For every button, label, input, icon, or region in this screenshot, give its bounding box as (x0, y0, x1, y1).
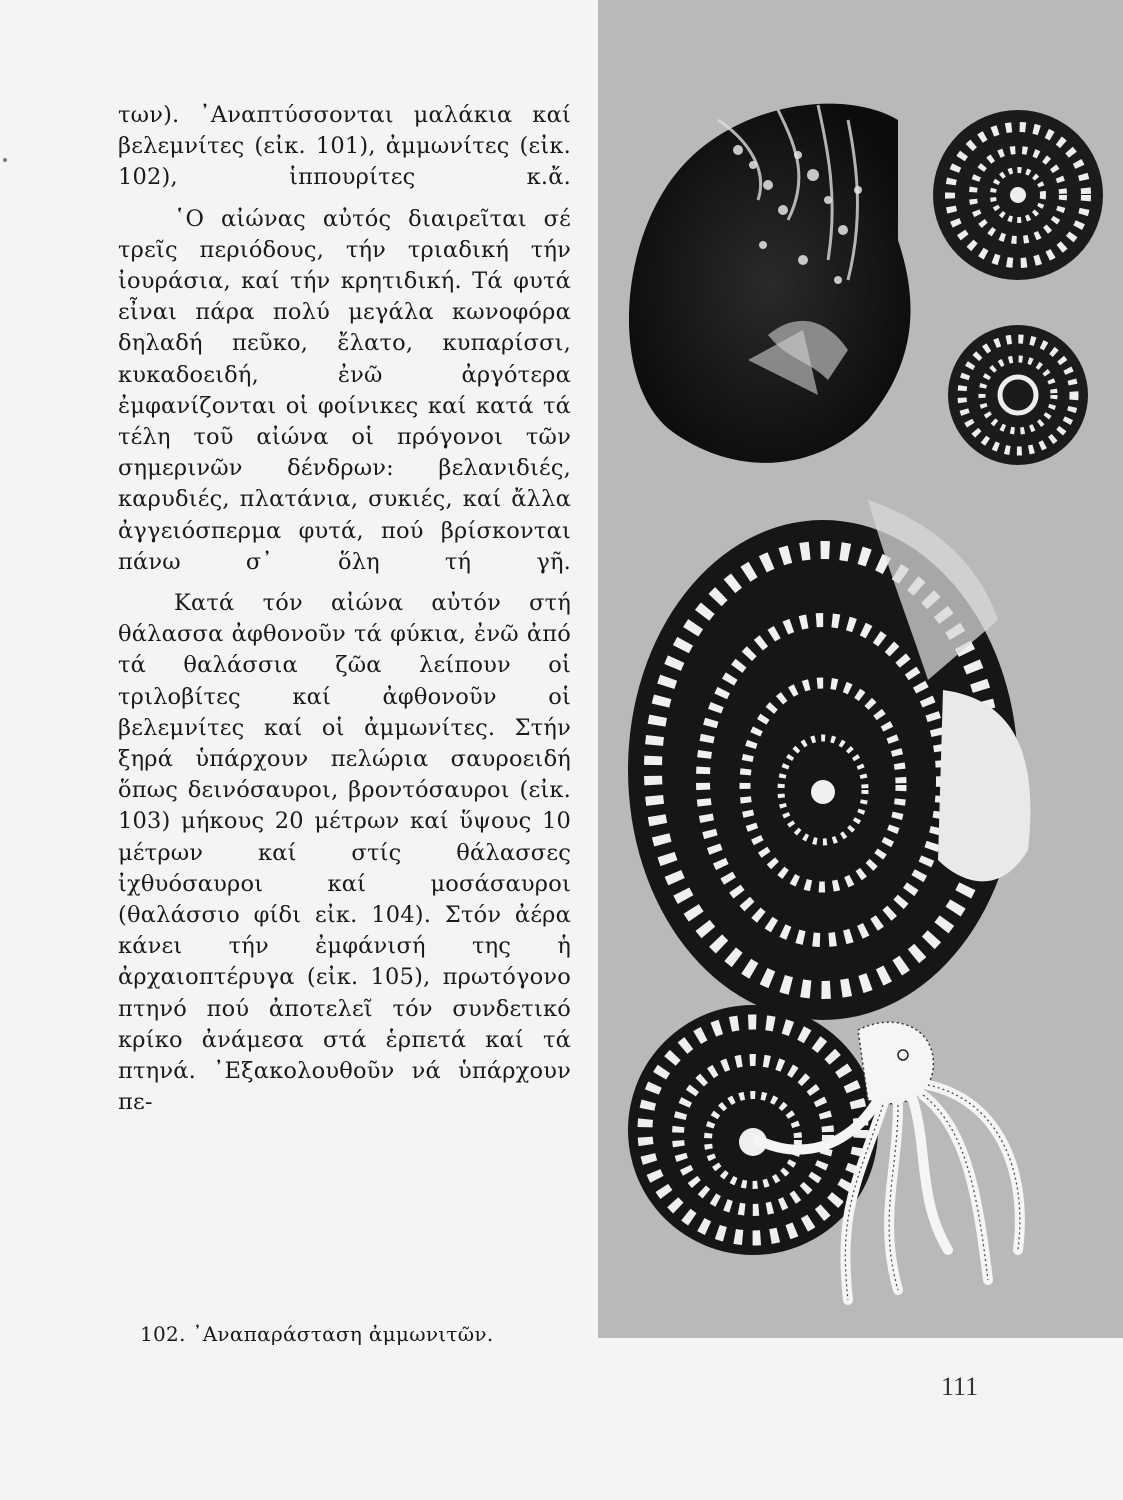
body-text (118, 100, 571, 1129)
ammonite-figures (598, 0, 1123, 1338)
small-ammonite-top-icon (933, 110, 1103, 280)
ammonite-illustration-plate (598, 0, 1123, 1338)
ammonite-reconstruction-icon (628, 1005, 1020, 1300)
large-ammonite-icon (628, 500, 1030, 1020)
margin-mark (3, 158, 7, 162)
paragraph-1: των). ᾿Αναπτύσσονται μαλάκια καί βελεμνίτες (εἰκ. 101), ἀμμωνίτες (εἰκ. 102), ἱππουρίτες κ.ἄ. (118, 102, 571, 191)
figure-caption: 102. ᾿Αναπαράσταση ἀμμωνιτῶν. (140, 1322, 494, 1346)
paragraph-3: Κατά τόν αἰώνα αὐτόν στή θάλασσα ἀφθονοῦν τά φύκια, ἐνῶ ἀπό τά θαλάσσια ζῶα λείπουν οἱ τριλοβίτες καί ἀφθονοῦν οἱ βελεμνίτες καί οἱ ἀμμωνίτες. Στήν ξηρά ὑπάρχουν πελώρια σαυροειδή ὅπως δεινόσαυροι, βροντόσαυροι (εἰκ. 103) μήκους 20 μέτρων καί ὕψους 10 μέτρων καί στίς θάλασσες ἰχθυόσαυροι καί μοσάσαυροι (θαλάσσιο φίδι εἰκ. 104). Στόν ἀέρα κάνει τήν ἐμφάνισή της ἡ ἀρχαιοπτέρυγα (εἰκ. 105), πρωτόγονο πτηνό πού ἀποτελεῖ τόν συνδετικό κρίκο ἀνάμεσα στά ἑρπετά καί τά πτηνά. ᾿Εξακολουθοῦν νά ὑπάρχουν πε- (118, 590, 571, 1116)
page-number: 111 (941, 1372, 979, 1401)
paragraph-2: ῾Ο αἰώνας αὐτός διαιρεῖται σέ τρεῖς περιόδους, τήν τριαδική τήν ἰουράσια, καί τήν κρητιδική. Τά φυτά εἶναι πάρα πολύ μεγάλα κωνοφόρα δηλαδή πεῦκο, ἔλατο, κυπαρίσσι, κυκαδοειδή, ἐνῶ ἀργότερα ἐμφανίζονται οἱ φοίνικες καί κατά τά τέλη τοῦ αἰώνα οἱ πρόγονοι τῶν σημερινῶν δένδρων: βελανιδιές, καρυδιές, πλατάνια, συκιές, καί ἄλλα ἀγγειόσπερμα φυτά, πού βρίσκονται πάνω σ᾿ ὅλη τή γῆ. (118, 205, 571, 575)
dark-ammonite-icon (629, 104, 911, 463)
small-ammonite-middle-icon (948, 325, 1088, 465)
